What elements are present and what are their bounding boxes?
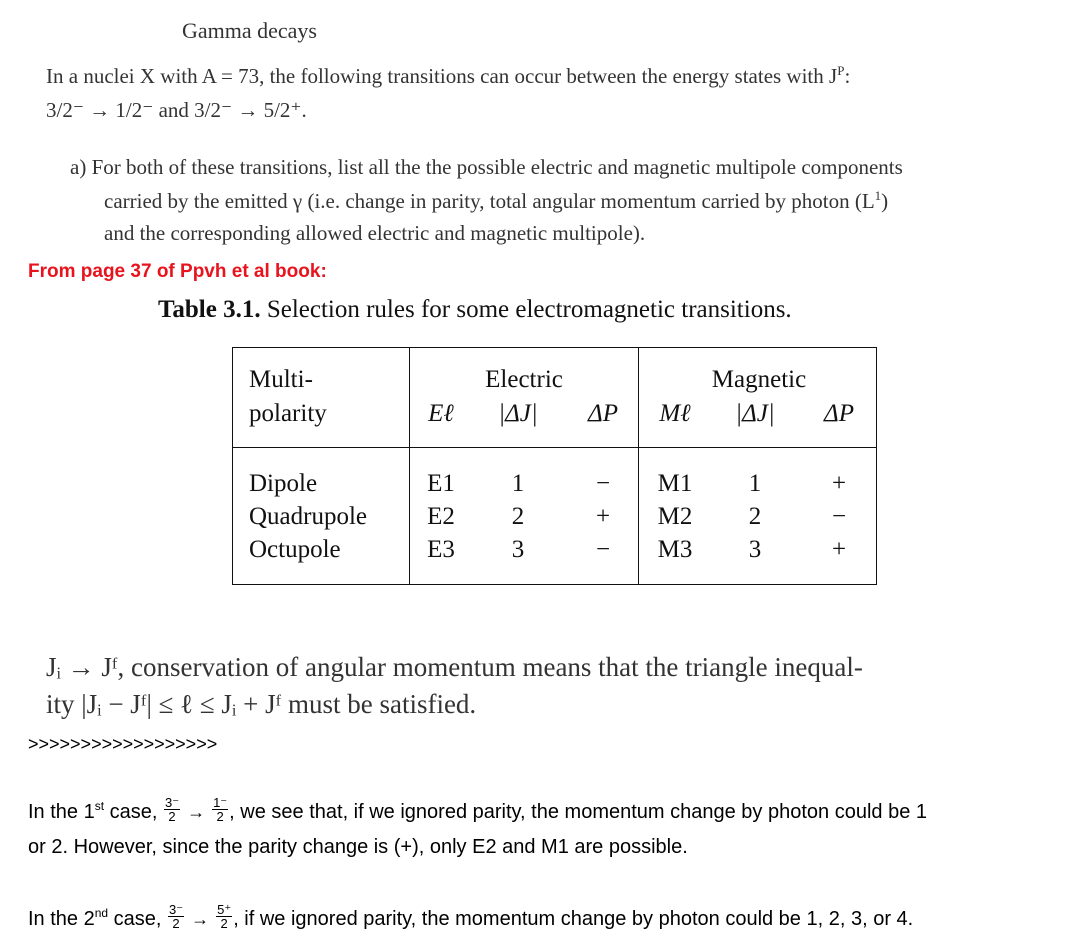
case-2-intro: In the 2 <box>28 907 95 930</box>
arrow-separator: >>>>>>>>>>>>>>>>>> <box>28 734 218 754</box>
row-dipole-ep: − <box>595 470 611 497</box>
row-octupole-e: E3 <box>427 536 455 563</box>
question-a-superscript: 1 <box>874 188 882 203</box>
right-arrow-icon: → <box>187 801 206 822</box>
row-quadrupole-m: M2 <box>657 503 693 530</box>
case-2-final-state <box>216 903 232 930</box>
case-1-final-state <box>212 796 228 823</box>
question-a-line-2-end: ) <box>881 189 889 213</box>
intro-superscript: P <box>837 63 845 78</box>
case-1-final-num: 1⁻ <box>213 795 228 810</box>
table-divider-col1 <box>409 348 410 584</box>
case-1-initial-state <box>164 796 180 823</box>
row-dipole-m: M1 <box>657 470 693 497</box>
header-el: Eℓ <box>428 400 454 427</box>
table-caption-text: Selection rules for some electromagnetic transitions. <box>260 296 792 323</box>
row-octupole-mj: 3 <box>748 536 762 563</box>
row-dipole-mp: + <box>831 470 847 497</box>
header-delta-p-electric: ΔP <box>588 400 618 427</box>
intro-line-2: 3/2⁻ → 1/2⁻ and 3/2⁻ → 5/2⁺. <box>46 98 307 122</box>
table-caption-label: Table 3.1. <box>158 296 261 323</box>
case-1-line-2: or 2. However, since the parity change is (+), only E2 and M1 are possible. <box>28 836 688 858</box>
row-quadrupole-ep: + <box>595 503 611 530</box>
intro-text: In a nuclei X with A = 73, the following transitions can occur between the energy states with J <box>46 64 838 88</box>
row-dipole-mj: 1 <box>748 470 762 497</box>
case-1-case-word: case, <box>104 800 158 823</box>
header-magnetic: Magnetic <box>711 366 807 393</box>
intro-line-1 <box>46 63 850 89</box>
row-dipole-ej: 1 <box>511 470 525 497</box>
row-dipole-e: E1 <box>427 470 455 497</box>
table-divider-col2 <box>638 348 639 584</box>
source-note: From page 37 of Ppvh et al book: <box>28 261 327 282</box>
header-multipolarity-1: Multi- <box>249 366 313 393</box>
triangle-inequality-line-2: ity |Jᵢ − Jᶠ| ≤ ℓ ≤ Jᵢ + Jᶠ must be satisfied. <box>46 689 477 719</box>
question-a-line-1: a) For both of these transitions, list all the the possible electric and magnetic multipole components <box>70 155 903 179</box>
header-delta-j-electric: |ΔJ| <box>498 400 538 427</box>
row-octupole-ej: 3 <box>511 536 525 563</box>
case-1-explanation: , we see that, if we ignored parity, the momentum change by photon could be 1 <box>229 800 927 823</box>
row-octupole-ep: − <box>595 536 611 563</box>
case-1-line-1 <box>28 795 927 826</box>
case-2-initial-state <box>168 903 184 930</box>
case-2-final-den: 2 <box>220 916 228 931</box>
table-caption <box>158 296 792 324</box>
header-delta-p-magnetic: ΔP <box>824 400 854 427</box>
case-2-initial-den: 2 <box>172 916 180 931</box>
selection-rules-table <box>232 347 877 585</box>
case-2-case-word: case, <box>108 907 162 930</box>
row-octupole-mp: + <box>831 536 847 563</box>
case-2-initial-num: 3⁻ <box>169 902 184 917</box>
table-divider-header <box>233 447 876 448</box>
question-a-line-3: and the corresponding allowed electric and magnetic multipole). <box>104 221 646 245</box>
case-1-ordinal: st <box>94 799 105 814</box>
triangle-inequality-line-1: Jᵢ → Jᶠ, conservation of angular momentum means that the triangle inequal- <box>46 652 863 682</box>
case-1-initial-den: 2 <box>168 809 176 824</box>
row-quadrupole-mp: − <box>831 503 847 530</box>
right-arrow-icon: → <box>191 908 210 929</box>
header-electric: Electric <box>485 366 563 393</box>
row-octupole-name: Octupole <box>249 536 341 563</box>
row-quadrupole-name: Quadrupole <box>249 503 368 530</box>
row-quadrupole-mj: 2 <box>748 503 762 530</box>
question-a-line-2-text: carried by the emitted γ (i.e. change in parity, total angular momentum carried by photon (L <box>104 189 875 213</box>
case-2-ordinal: nd <box>94 906 109 921</box>
row-dipole-name: Dipole <box>249 470 318 497</box>
header-multipolarity-2: polarity <box>249 400 327 427</box>
case-1-final-den: 2 <box>216 809 224 824</box>
header-ml: Mℓ <box>659 400 691 427</box>
header-delta-j-magnetic: |ΔJ| <box>735 400 775 427</box>
case-2-final-num: 5⁺ <box>217 902 232 917</box>
case-1-intro: In the 1 <box>28 800 95 823</box>
row-quadrupole-ej: 2 <box>511 503 525 530</box>
section-heading: Gamma decays <box>182 18 317 43</box>
row-quadrupole-e: E2 <box>427 503 455 530</box>
case-1-initial-num: 3⁻ <box>164 795 180 810</box>
intro-colon: : <box>844 64 851 88</box>
case-2-explanation: , if we ignored parity, the momentum change by photon could be 1, 2, 3, or 4. <box>233 907 914 930</box>
case-2-line-1 <box>28 902 914 933</box>
question-a-line-2 <box>104 188 888 214</box>
row-octupole-m: M3 <box>657 536 693 563</box>
